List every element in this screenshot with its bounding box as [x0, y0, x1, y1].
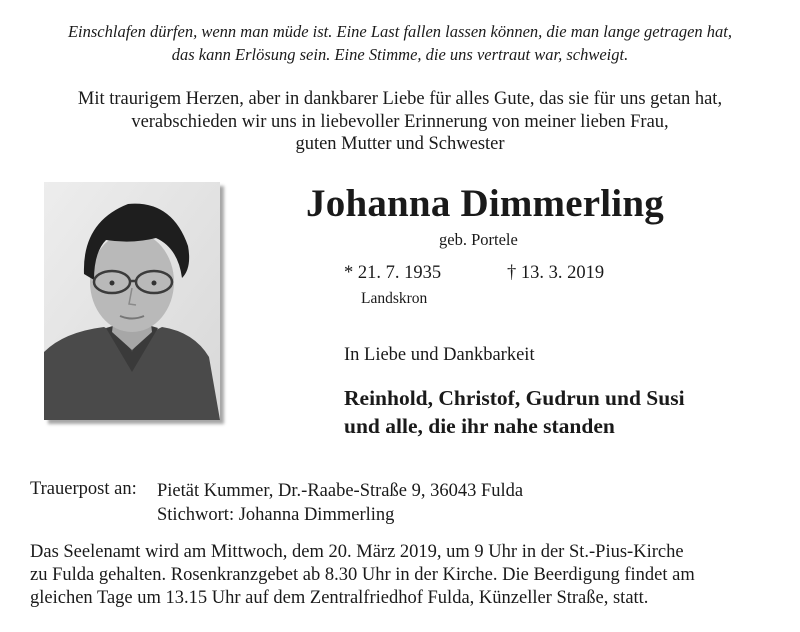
service-line-2: zu Fulda gehalten. Rosenkranzgebet ab 8.30 Uhr in der Kirche. Die Beerdigung findet am — [30, 565, 695, 585]
deceased-name: Johanna Dimmerling — [306, 182, 664, 225]
death-date: † 13. 3. 2019 — [507, 263, 605, 283]
intro-line-3: guten Mutter und Schwester — [295, 134, 505, 154]
mourners-greeting: In Liebe und Dankbarkeit — [344, 345, 535, 365]
birth-date: * 21. 7. 1935 — [344, 263, 442, 283]
address-line-1: Pietät Kummer, Dr.-Raabe-Straße 9, 36043 Fulda — [157, 481, 524, 501]
condolence-address — [157, 479, 523, 527]
portrait-photo — [44, 182, 220, 420]
intro-text — [0, 88, 800, 156]
maiden-name: geb. Portele — [439, 230, 518, 249]
quote-line-1: Einschlafen dürfen, wenn man müde ist. Eine Last fallen lassen können, die man lange getragen hat, — [67, 22, 733, 41]
portrait-illustration — [44, 182, 220, 420]
service-line-1: Das Seelenamt wird am Mittwoch, dem 20. März 2019, um 9 Uhr in der St.-Pius-Kirche — [30, 542, 684, 562]
opening-quote — [0, 20, 800, 66]
service-line-3: gleichen Tage um 13.15 Uhr auf dem Zentralfriedhof Fulda, Künzeller Straße, statt. — [30, 588, 649, 608]
intro-line-2: verabschieden wir uns in liebevoller Erinnerung von meiner lieben Frau, — [131, 111, 669, 132]
quote-line-2: das kann Erlösung sein. Eine Stimme, die uns vertraut war, schweigt. — [171, 45, 629, 64]
service-details — [30, 541, 775, 610]
mourners-line-2: und alle, die ihr nahe standen — [344, 414, 615, 438]
condolence-address-label: Trauerpost an: — [30, 479, 137, 499]
address-line-2: Stichwort: Johanna Dimmerling — [157, 505, 395, 525]
mourners-line-1: Reinhold, Christof, Gudrun und Susi — [344, 386, 685, 410]
mourners-list — [344, 384, 685, 440]
intro-line-1: Mit traurigem Herzen, aber in dankbarer Liebe für alles Gute, das sie für uns getan hat, — [77, 89, 723, 109]
birthplace: Landskron — [361, 290, 428, 307]
